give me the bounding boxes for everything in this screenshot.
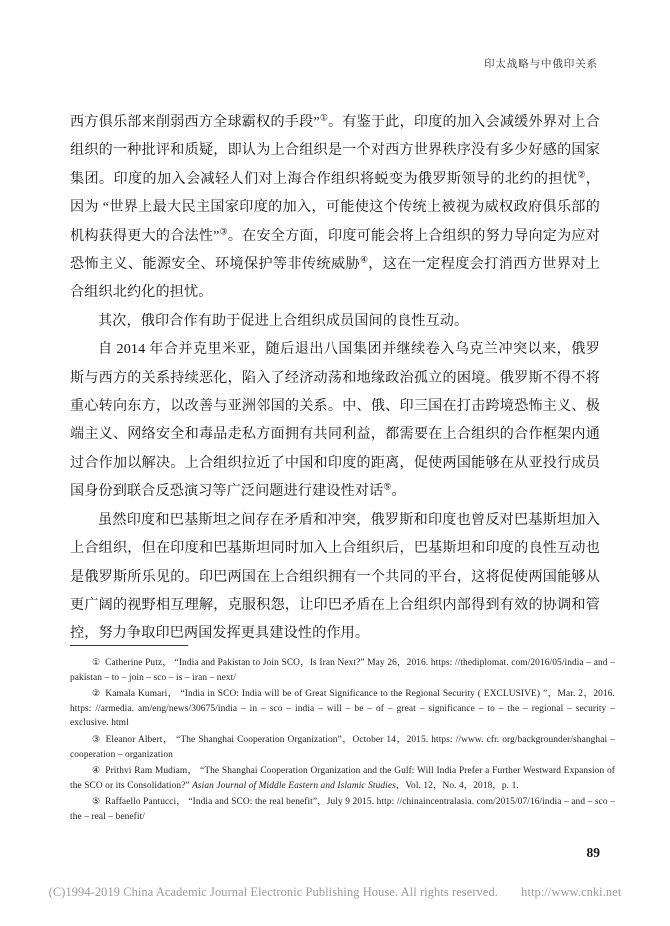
footnote-entry: ③ Eleanor Albert， “The Shanghai Cooperation Organization”，October 14，2015. https: //www. cfr. org/backgrounder/shanghai – cooperation – organization — [70, 733, 615, 760]
footnote-marker[interactable]: ④ — [359, 254, 369, 265]
body-text-region — [70, 108, 600, 648]
footnote-entry: ④ Prithvi Ram Mudiam， “The Shanghai Cooperation Organization and the Gulf: Will India Prefer a Further Westward Expansion of the SCO or its Consolidation?” Asian Journal of Middle Eastern and Islamic Studies，Vol. 12，No. 4，2018，p. 1. — [70, 765, 615, 791]
footnote-entries — [70, 655, 615, 825]
footnote-number: ⑤ — [92, 796, 101, 807]
page-number: 89 — [586, 845, 600, 860]
body-paragraph: 虽然印度和巴基斯坦之间存在矛盾和冲突，俄罗斯和印度也曾反对巴基斯坦加入上合组织，但在印度和巴基斯坦同时加入上合组织后，巴基斯坦和印度的良性互动也是俄罗斯所乐见的。印巴两国在上合组织拥有一个共同的平台，这将促使两国能够从更广阔的视野相互理解，克服积怨，让印巴矛盾在上合组织内部得到有效的协调和管控，努力争取印巴两国发挥更具建设性的作用。 — [70, 511, 600, 642]
body-paragraph: 其次，俄印合作有助于促进上合组织成员国间的良性互动。 — [98, 312, 469, 329]
footnote-entry: ① Catherine Putz， “India and Pakistan to Join SCO，Is Iran Next?” May 26，2016. https: //thediplomat. com/2016/05/india – and – pakistan – to – join – sco – is – iran – next/ — [70, 657, 615, 683]
footnote-separator-rule — [70, 645, 188, 646]
body-paragraph: 自 2014 年合并克里米亚，随后退出八国集团并继续卷入乌克兰冲突以来，俄罗斯与西方的关系持续恶化，陷入了经济动荡和地缘政治孤立的困境。俄罗斯不得不将重心转向东方，以改善与亚洲邻国的关系。中、俄、印三国在打击跨境恐怖主义、极端主义、网络安全和毒品走私方面拥有共同利益，都需要在上合组织的合作框架内通过合作加以解决。上合组织拉近了中国和印度的距离，促使两国能够在从亚投行成员国身份到联合反恐演习等广泛问题进行建设性对话⑤。 — [70, 341, 600, 500]
body-paragraph: 西方俱乐部来削弱西方全球霸权的手段”①。有鉴于此，印度的加入会减缓外界对上合组织的一种批评和质疑，即认为上合组织是一个对西方世界秩序没有多少好感的国家集团。印度的加入会减轻人们对上海合作组织将蜕变为俄罗斯领导的北约的担忧②，因为 “世界上最大民主国家印度的加入，可能使这个传统上被视为威权政府俱乐部的机构获得更大的合法性”③。在安全方面，印度可能会将上合组织的努力导向定为应对恐怖主义、能源安全、环境保护等非传统威胁④，这在一定程度会打消西方世界对上合组织北约化的担忧。 — [70, 112, 600, 301]
footnote-marker[interactable]: ② — [577, 169, 586, 180]
footnote-marker[interactable]: ① — [319, 112, 329, 123]
footnote-list — [70, 655, 615, 826]
running-header: 印太战略与中俄印关系 — [484, 59, 598, 70]
footnote-number: ③ — [92, 733, 101, 744]
copyright-notice: (C)1994-2019 China Academic Journal Electronic Publishing House. All rights reserved. — [48, 885, 498, 899]
footnote-marker[interactable]: ③ — [219, 225, 228, 236]
footnote-entry: ② Kamala Kumari， “India in SCO: India will be of Great Significance to the Regional Security ( EXCLUSIVE) ”，Mar. 2，2016. https: //armedia. am/eng/news/30675/india – in – sco – india – will – be – of – great – significance – to – the – regional – security – exclusive. html — [70, 688, 615, 729]
footnote-entry: ⑤ Raffaello Pantucci， “India and SCO: the real benefit”，July 9 2015. http: //chinaincentralasia. com/2015/07/16/india – and – sco – the – real – benefit/ — [70, 796, 615, 822]
footnote-number: ② — [92, 688, 101, 699]
footnote-marker[interactable]: ⑤ — [383, 481, 392, 492]
copyright-url: http://www.cnki.net — [521, 885, 622, 899]
paragraph-list — [70, 108, 600, 648]
footnote-number: ④ — [92, 765, 101, 776]
copyright-watermark — [0, 885, 670, 900]
footnote-number: ① — [92, 657, 101, 667]
journal-title: Asian Journal of Middle Eastern and Islamic Studies — [192, 780, 396, 791]
